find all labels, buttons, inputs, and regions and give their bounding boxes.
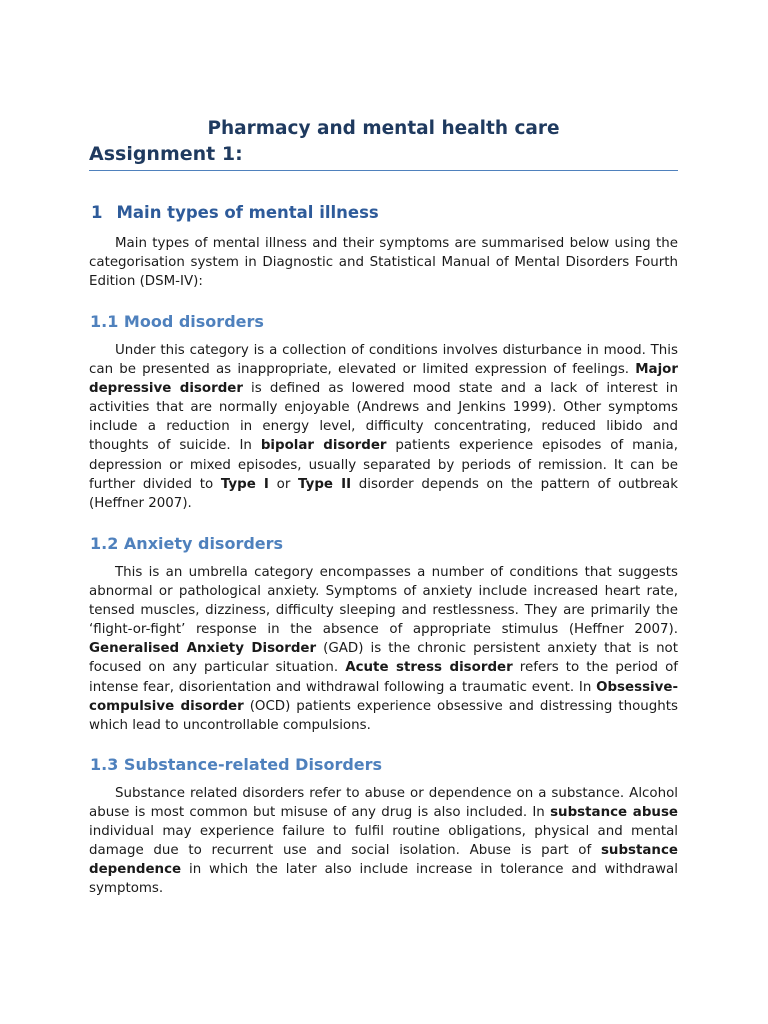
term-substance-abuse: substance abuse	[550, 805, 679, 821]
text-run: Under this category is a collection of conditions involves disturbance in mood. This can be presented as inappropriate, elevated or limited expression of feelings.	[89, 343, 678, 378]
anxiety-disorders-heading: 1.2 Anxiety disorders	[90, 534, 284, 553]
term-type-i: Type I	[220, 476, 269, 492]
mood-disorders-paragraph	[89, 341, 678, 513]
term-bipolar-disorder: bipolar disorder	[260, 438, 387, 454]
text-run: refers to the period of intense fear, disorientation and withdrawal following a traumatic event. In	[89, 660, 679, 695]
text-run: (OCD) patients experience obsessive and distressing thoughts which lead to uncontrollable compulsions.	[89, 698, 678, 733]
text-run: individual may experience failure to fulfil routine obligations, physical and mental damage due to recurrent use and social isolation. Abuse is part of	[89, 824, 678, 859]
mood-disorders-heading: 1.1 Mood disorders	[90, 312, 264, 331]
term-substance-dependence: substance dependence	[89, 843, 678, 878]
term-generalised-anxiety-disorder: Generalised Anxiety Disorder	[89, 641, 317, 657]
text-run: This is an umbrella category encompasses a number of conditions that suggests abnormal or pathological anxiety. Symptoms of anxiety include increased heart rate, tensed muscles, dizziness, difficulty sleeping and restlessness. They are primarily the ‘flight-or-fight’ response in the absence of appropriate stimulus (Heffner 2007).	[89, 565, 678, 638]
term-type-ii: Type II	[298, 476, 352, 492]
assignment-subtitle: Assignment 1:	[89, 143, 243, 165]
text-run: is defined as lowered mood state and a lack of interest in activities that are normally enjoyable (Andrews and Jenkins 1999). Other symptoms include a reduction in energy level, difficulty concentrating, reduced libido and thoughts of suicide. In	[89, 381, 678, 454]
text-run: (GAD) is the chronic persistent anxiety that is not focused on any particular situation.	[89, 641, 678, 676]
text-run: patients experience episodes of mania, depression or mixed episodes, usually separated by periods of remission. It can be further divided to	[89, 438, 679, 492]
substance-disorders-paragraph	[89, 784, 678, 899]
substance-disorders-heading: 1.3 Substance-related Disorders	[90, 755, 383, 774]
text-run: or	[268, 476, 299, 492]
intro-paragraph: Main types of mental illness and their symptoms are summarised below using the categorisation system in Diagnostic and Statistical Manual of Mental Disorders Fourth Edition (DSM-IV):	[89, 236, 678, 290]
document-title: Pharmacy and mental health care	[207, 118, 560, 139]
section-number: 1	[91, 203, 103, 222]
text-run: disorder depends on the pattern of outbreak (Heffner 2007).	[89, 476, 678, 511]
section-title: Main types of mental illness	[116, 203, 379, 222]
anxiety-disorders-paragraph	[89, 563, 678, 735]
term-obsessive-compulsive-disorder: Obsessive-compulsive disorder	[89, 679, 678, 714]
term-major-depressive-disorder: Major depressive disorder	[89, 362, 678, 397]
section-1-heading	[91, 203, 379, 223]
text-run: in which the later also include increase in tolerance and withdrawal symptoms.	[89, 862, 678, 897]
term-acute-stress-disorder: Acute stress disorder	[345, 660, 513, 676]
title-divider	[89, 170, 678, 171]
text-run: Substance related disorders refer to abuse or dependence on a substance. Alcohol abuse is most common but misuse of any drug is also included. In	[89, 786, 678, 821]
